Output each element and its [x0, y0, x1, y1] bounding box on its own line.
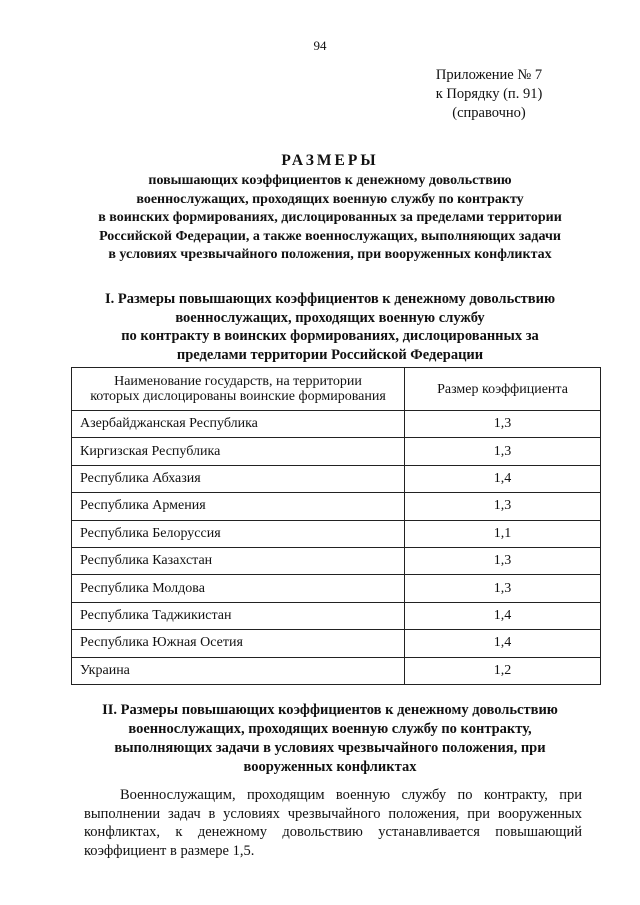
- section-2-line: вооруженных конфликтах: [243, 759, 417, 775]
- table-row: [72, 411, 601, 438]
- coefficient-cell: 1,3: [405, 575, 601, 602]
- coefficient-cell: 1,3: [405, 438, 601, 465]
- section-2-line: выполняющих задачи в условиях чрезвычайного положения, при: [114, 740, 546, 756]
- state-name-cell: Киргизская Республика: [72, 438, 405, 465]
- coefficient-cell: 1,4: [405, 630, 601, 657]
- header-state-name: [72, 368, 405, 411]
- state-name-cell: Украина: [72, 657, 405, 684]
- state-name-cell: Республика Армения: [72, 493, 405, 520]
- state-name-cell: Республика Белоруссия: [72, 520, 405, 547]
- table-row: [72, 465, 601, 492]
- table-row: [72, 602, 601, 629]
- table-row: [72, 630, 601, 657]
- table-row: [72, 657, 601, 684]
- section-1-line: I. Размеры повышающих коэффициентов к денежному довольствию: [104, 291, 556, 307]
- state-name-cell: Республика Абхазия: [72, 465, 405, 492]
- section-1-line: по контракту в воинских формированиях, дислоцированных за: [121, 328, 539, 344]
- section-1-heading: [60, 290, 600, 364]
- coefficient-cell: 1,4: [405, 465, 601, 492]
- appendix-line: (справочно): [452, 105, 526, 121]
- title-line: Российской Федерации, а также военнослужащих, выполняющих задачи: [99, 228, 561, 244]
- appendix-reference: [404, 66, 574, 123]
- section-1-line: военнослужащих, проходящих военную службу: [175, 309, 485, 326]
- coefficient-cell: 1,2: [405, 657, 601, 684]
- coefficient-cell: 1,1: [405, 520, 601, 547]
- state-name-cell: Республика Таджикистан: [72, 602, 405, 629]
- table-header-row: [72, 368, 601, 411]
- table-row: [72, 438, 601, 465]
- header-state-name-line: которых дислоцированы воинские формирования: [90, 389, 386, 404]
- header-coefficient: Размер коэффициента: [405, 368, 601, 411]
- appendix-line: к Порядку (п. 91): [435, 86, 543, 102]
- title-line: в условиях чрезвычайного положения, при вооруженных конфликтах: [108, 247, 552, 262]
- section-2-heading: [60, 701, 600, 777]
- section-2-line: военнослужащих, проходящих военную службу по контракту,: [128, 721, 532, 737]
- state-name-cell: Азербайджанская Республика: [72, 411, 405, 438]
- title-line: в воинских формированиях, дислоцированных за пределами территории: [98, 210, 562, 225]
- section-2-line: II. Размеры повышающих коэффициентов к денежному довольствию: [102, 702, 558, 718]
- paragraph-line: выполнении задач в условиях чрезвычайного положения, при вооруженных: [84, 805, 582, 822]
- coefficient-cell: 1,4: [405, 602, 601, 629]
- coefficients-table: [71, 367, 601, 685]
- table-row: [72, 575, 601, 602]
- page-number: 94: [313, 38, 327, 53]
- coefficient-cell: 1,3: [405, 493, 601, 520]
- appendix-line: Приложение № 7: [435, 67, 543, 83]
- table-row: [72, 547, 601, 574]
- document-title: [60, 150, 600, 265]
- title-heading: РАЗМЕРЫ: [281, 152, 379, 169]
- section-2-paragraph: [84, 786, 582, 860]
- paragraph-line: коэффициент в размере 1,5.: [84, 842, 255, 859]
- title-line: повышающих коэффициентов к денежному довольствию: [148, 173, 512, 188]
- coefficient-cell: 1,3: [405, 411, 601, 438]
- paragraph-line: Военнослужащим, проходящим военную службу по контракту, при: [120, 787, 582, 803]
- state-name-cell: Республика Казахстан: [72, 547, 405, 574]
- table-row: [72, 493, 601, 520]
- table-row: [72, 520, 601, 547]
- state-name-cell: Республика Южная Осетия: [72, 630, 405, 657]
- state-name-cell: Республика Молдова: [72, 575, 405, 602]
- header-state-name-line: Наименование государств, на территории: [114, 374, 362, 389]
- coefficient-cell: 1,3: [405, 547, 601, 574]
- section-1-line: пределами территории Российской Федерации: [176, 346, 484, 363]
- paragraph-line: конфликтах, к денежному довольствию устанавливается повышающий: [84, 824, 582, 840]
- title-line: военнослужащих, проходящих военную службу по контракту: [136, 191, 524, 207]
